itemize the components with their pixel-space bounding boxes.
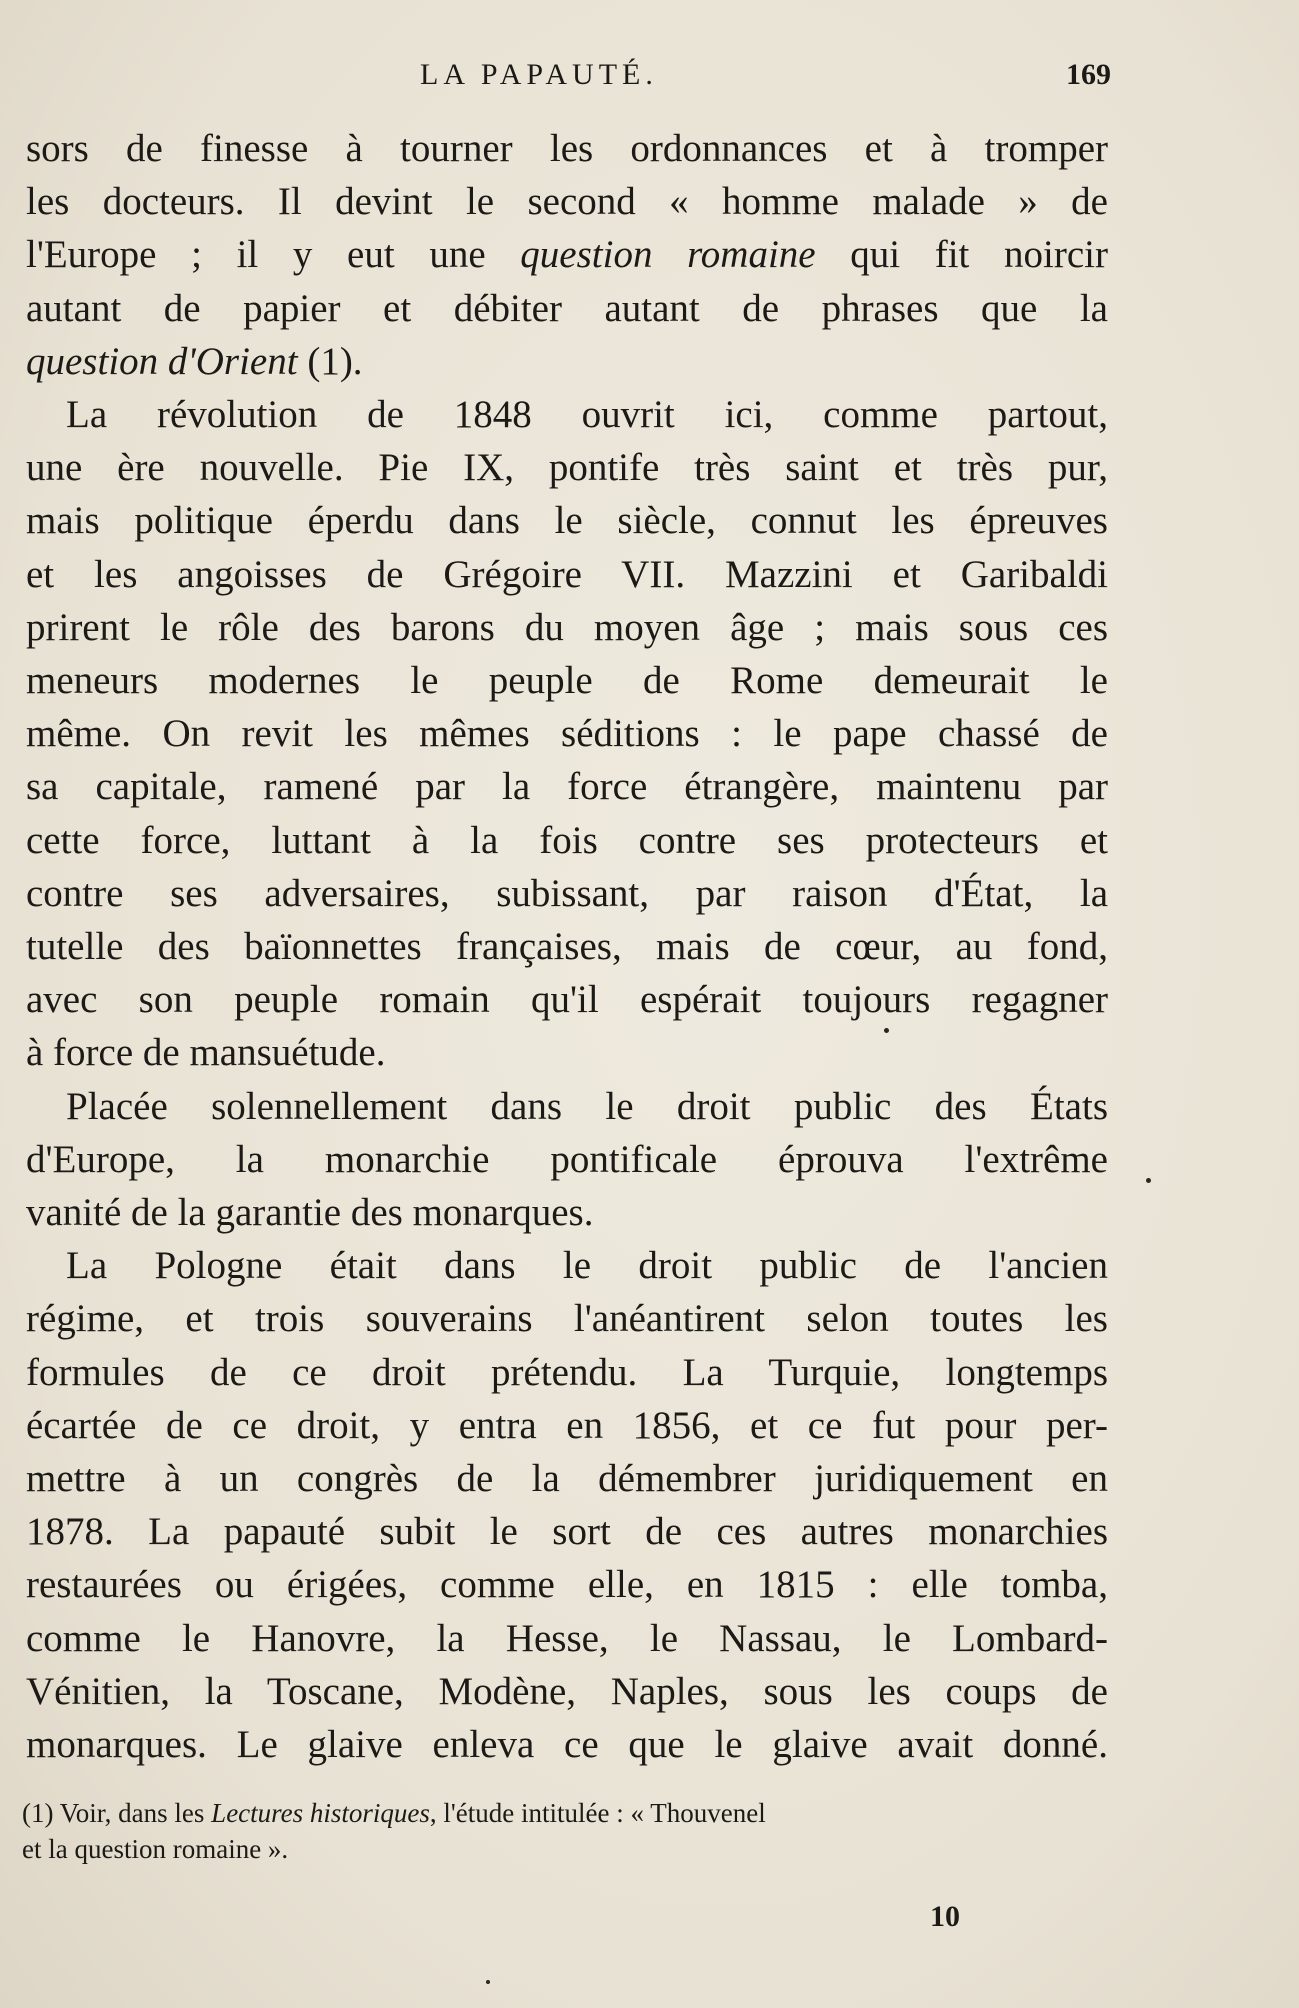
running-head	[0, 58, 1299, 98]
text-line: mais politique éperdu dans le siècle, connut les épreuves	[26, 499, 1108, 543]
italic-phrase: question romaine	[520, 233, 816, 277]
ink-speck	[884, 1028, 889, 1033]
footnote	[22, 1795, 1112, 1867]
text-line: Vénitien, la Toscane, Modène, Naples, sous les coups de	[26, 1669, 1108, 1713]
text-line: La révolution de 1848 ouvrit ici, comme partout,	[66, 393, 1108, 437]
ink-speck	[486, 1980, 490, 1984]
text-fragment: qui fit noircir	[815, 233, 1108, 277]
text-line: monarques. Le glaive enleva ce que le glaive avait donné.	[26, 1723, 1108, 1767]
ink-speck	[1146, 1178, 1151, 1183]
text-line: contre ses adversaires, subissant, par raison d'État, la	[26, 871, 1108, 915]
text-line: mettre à un congrès de la démembrer juridiquement en	[26, 1457, 1108, 1501]
text-line: comme le Hanovre, la Hesse, le Nassau, le Lombard-	[26, 1616, 1108, 1660]
text-line: et les angoisses de Grégoire VII. Mazzini et Garibaldi	[26, 552, 1108, 596]
text-line: prirent le rôle des barons du moyen âge ; mais sous ces	[26, 605, 1108, 649]
italic-phrase: Lectures historiques	[211, 1798, 430, 1828]
italic-phrase: question d'Orient	[26, 339, 298, 383]
text-line: écartée de ce droit, y entra en 1856, et ce fut pour per-	[26, 1403, 1108, 1447]
text-line: formules de ce droit prétendu. La Turquie, longtemps	[26, 1350, 1108, 1394]
text-line: meneurs modernes le peuple de Rome demeurait le	[26, 659, 1108, 703]
footnote-line	[22, 1795, 1112, 1831]
text-line: avec son peuple romain qu'il espérait toujours regagner	[26, 978, 1108, 1022]
text-line: cette force, luttant à la fois contre ses protecteurs et	[26, 818, 1108, 862]
signature-mark: 10	[930, 1900, 960, 1933]
text-line: régime, et trois souverains l'anéantirent selon toutes les	[26, 1297, 1108, 1341]
text-line: autant de papier et débiter autant de phrases que la	[26, 286, 1108, 330]
text-line	[26, 228, 1108, 281]
text-line: à force de mansuétude.	[26, 1031, 386, 1075]
text-line: restaurées ou érigées, comme elle, en 1815 : elle tomba,	[26, 1563, 1108, 1607]
footnote-line: et la question romaine ».	[22, 1834, 289, 1864]
text-line	[26, 335, 1108, 388]
text-line: vanité de la garantie des monarques.	[26, 1191, 594, 1235]
text-line: une ère nouvelle. Pie IX, pontife très saint et très pur,	[26, 446, 1108, 490]
text-line: d'Europe, la monarchie pontificale éprouva l'extrême	[26, 1137, 1108, 1181]
text-line: tutelle des baïonnettes françaises, mais de cœur, au fond,	[26, 925, 1108, 969]
text-fragment: (1).	[307, 339, 363, 383]
text-line: Placée solennellement dans le droit public des États	[66, 1084, 1108, 1128]
text-line: La Pologne était dans le droit public de l'ancien	[66, 1244, 1108, 1288]
page-number: 169	[1066, 58, 1111, 91]
text-line: 1878. La papauté subit le sort de ces autres monarchies	[26, 1510, 1108, 1554]
text-line: même. On revit les mêmes séditions : le pape chassé de	[26, 712, 1108, 756]
text-fragment: (1) Voir, dans les	[22, 1798, 212, 1828]
text-line: sors de finesse à tourner les ordonnances et à tromper	[26, 127, 1108, 170]
running-title: LA PAPAUTÉ.	[420, 58, 658, 91]
body-text	[26, 122, 1108, 1771]
text-fragment: , l'étude intitulée : « Thouvenel	[429, 1798, 766, 1828]
text-fragment: l'Europe ; il y eut une	[26, 233, 521, 277]
text-line: sa capitale, ramené par la force étrangère, maintenu par	[26, 765, 1108, 809]
text-line: les docteurs. Il devint le second « homme malade » de	[26, 180, 1108, 224]
